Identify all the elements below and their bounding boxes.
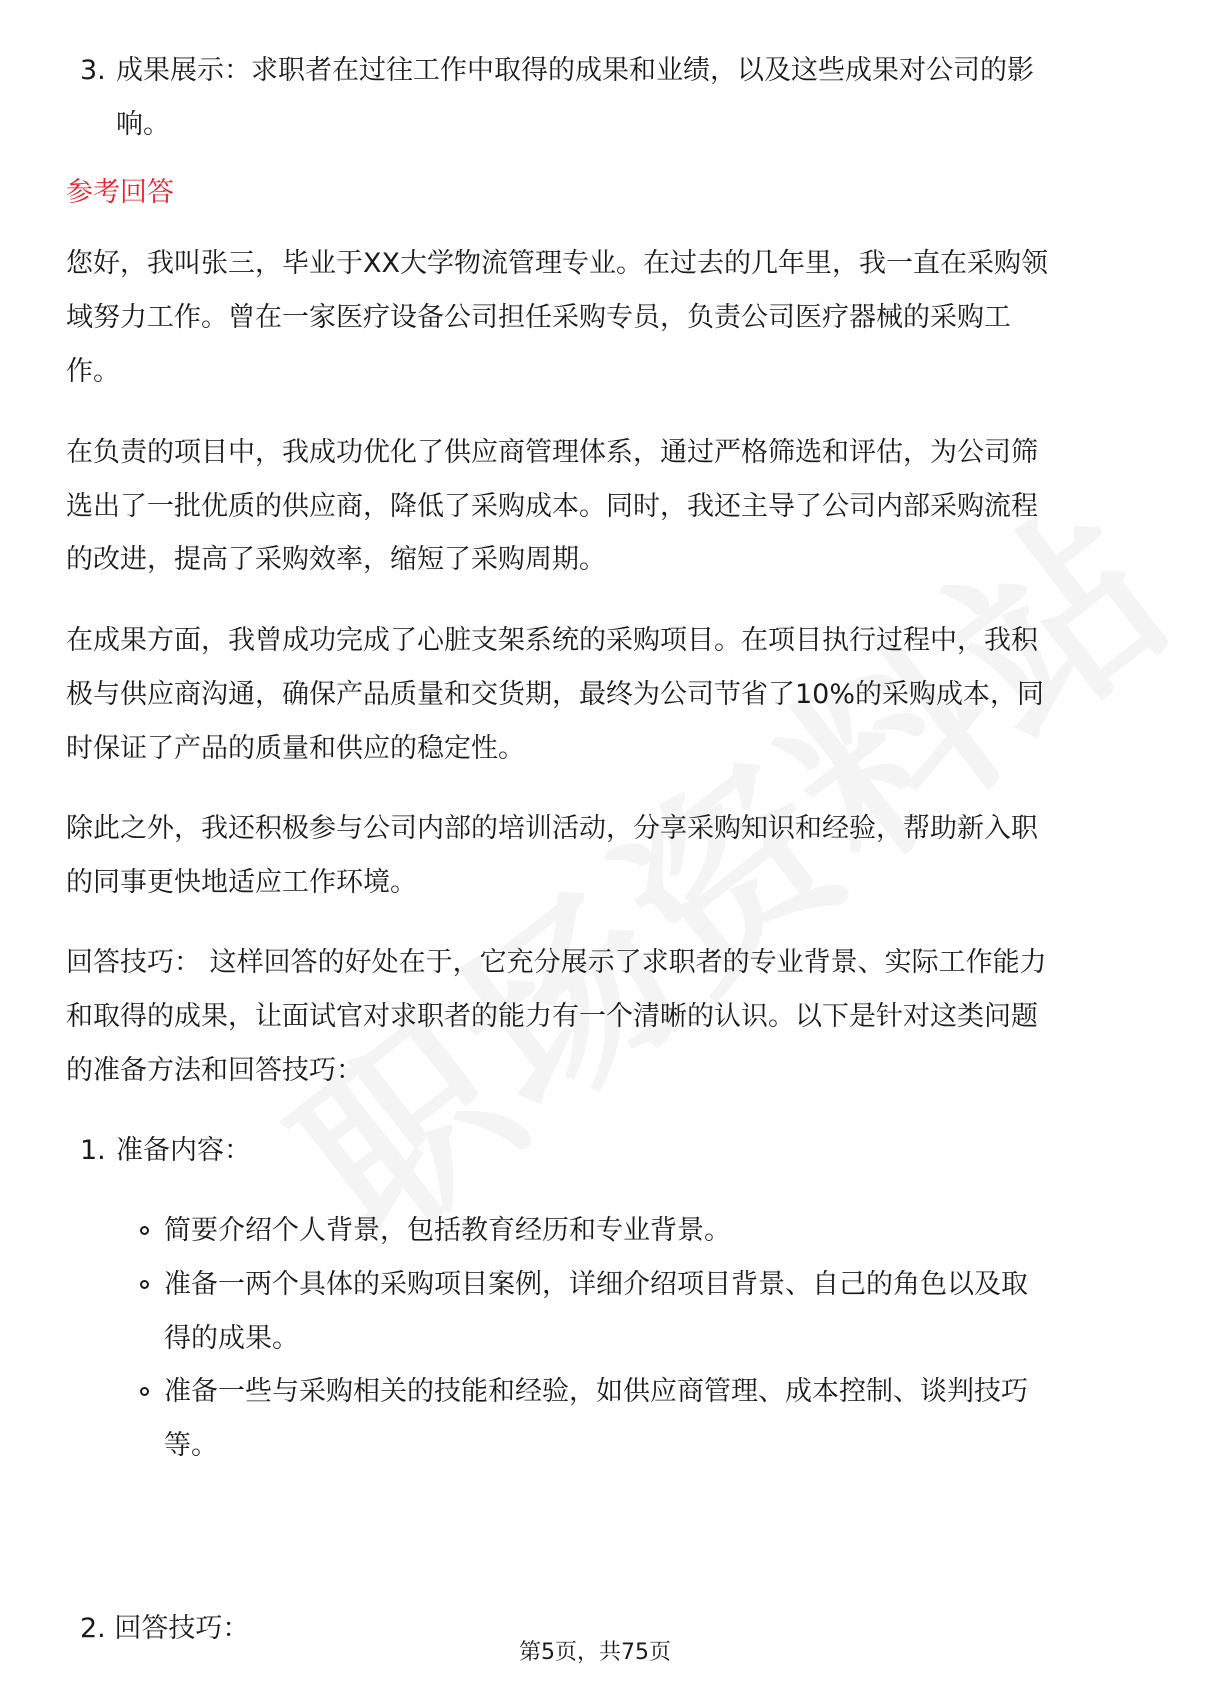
list-number-3: 3. [80,55,106,86]
paragraph-4-line-1: 除此之外，我还积极参与公司内部的培训活动，分享采购知识和经验，帮助新入职 [66,813,1038,844]
page-footer: 第5页，共75页 [519,1640,671,1665]
paragraph-2-line-2: 选出了一批优质的供应商，降低了采购成本。同时，我还主导了公司内部采购流程 [66,491,1038,522]
bullet-1-line-1: 简要介绍个人背景，包括教育经历和专业背景。 [164,1215,731,1246]
paragraph-3-line-1: 在成果方面，我曾成功完成了心脏支架系统的采购项目。在项目执行过程中，我积 [66,625,1038,656]
paragraph-1-line-2: 域努力工作。曾在一家医疗设备公司担任采购专员，负责公司医疗器械的采购工 [66,302,1011,333]
paragraph-1-line-3: 作。 [66,356,120,387]
bullet-2-line-1: 准备一两个具体的采购项目案例，详细介绍项目背景、自己的角色以及取 [164,1269,1028,1300]
list-number-1: 1. [80,1135,106,1166]
paragraph-2-line-3: 的改进，提高了采购效率，缩短了采购周期。 [66,544,606,575]
bullet-3-line-2: 等。 [164,1430,218,1461]
bullet-icon [140,1280,149,1289]
list-item-3-line-2: 响。 [116,109,170,140]
paragraph-5-line-2: 和取得的成果，让面试官对求职者的能力有一个清晰的认识。以下是针对这类问题 [66,1001,1038,1032]
paragraph-4-line-2: 的同事更快地适应工作环境。 [66,867,417,898]
section-heading: 参考回答 [66,177,174,208]
bullet-icon [140,1387,149,1396]
paragraph-5-line-1: 回答技巧： 这样回答的好处在于，它充分展示了求职者的专业背景、实际工作能力 [66,947,1047,978]
list-item-1-label: 准备内容： [116,1135,251,1166]
paragraph-1-line-1: 您好，我叫张三，毕业于XX大学物流管理专业。在过去的几年里，我一直在采购领 [66,248,1048,279]
list-item-2-partial-text: 2. 回答技巧： [80,1613,250,1644]
paragraph-3-line-3: 时保证了产品的质量和供应的稳定性。 [66,733,525,764]
bullet-2-line-2: 得的成果。 [164,1323,299,1354]
bullet-3-line-1: 准备一些与采购相关的技能和经验，如供应商管理、成本控制、谈判技巧 [164,1376,1028,1407]
bullet-icon [140,1226,149,1235]
list-item-2-clipped [80,1613,280,1644]
paragraph-5-line-3: 的准备方法和回答技巧： [66,1055,363,1086]
paragraph-3-line-2: 极与供应商沟通，确保产品质量和交货期，最终为公司节省了10%的采购成本，同 [66,679,1045,710]
paragraph-2-line-1: 在负责的项目中，我成功优化了供应商管理体系，通过严格筛选和评估，为公司筛 [66,437,1038,468]
list-item-3-line-1: 成果展示：求职者在过往工作中取得的成果和业绩，以及这些成果对公司的影 [116,55,1034,86]
